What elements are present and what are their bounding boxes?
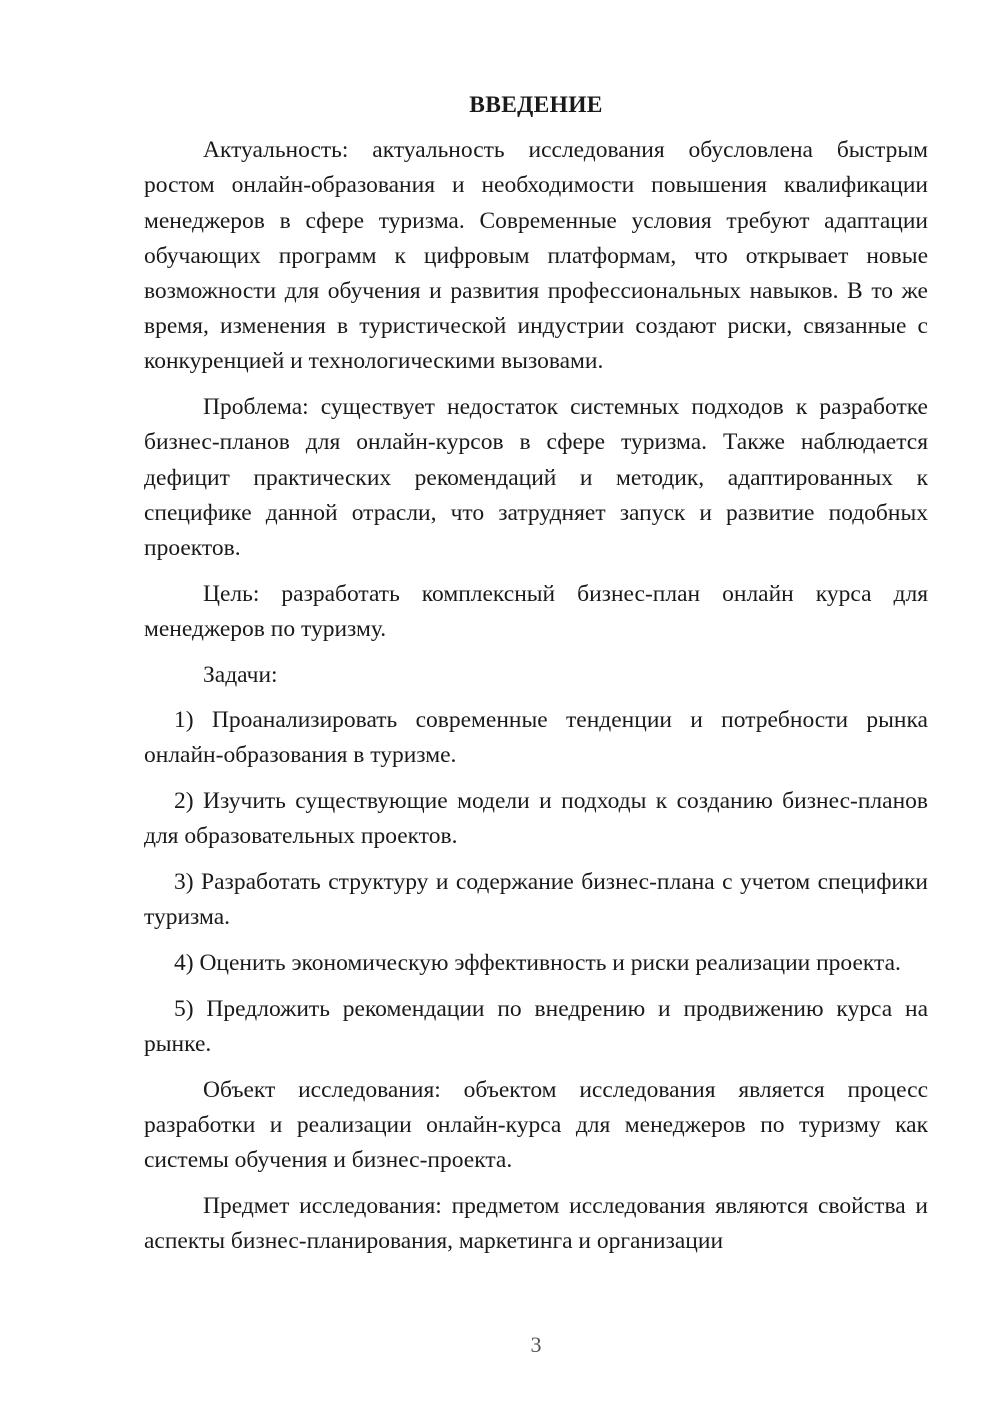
subject-paragraph: Предмет исследования: предметом исследования являются свойства и аспекты бизнес-планирования, маркетинга и организации	[144, 1192, 928, 1254]
document-page	[144, 88, 928, 1270]
task-item: 1) Проанализировать современные тенденции и потребности рынка онлайн-образования в туризме.	[144, 707, 928, 769]
task-item: 3) Разработать структуру и содержание бизнес-плана с учетом специфики туризма.	[144, 869, 928, 931]
object-paragraph: Объект исследования: объектом исследования является процесс разработки и реализации онлайн-курса для менеджеров по туризму как системы обучения и бизнес-проекта.	[144, 1076, 928, 1173]
task-item: 2) Изучить существующие модели и подходы к созданию бизнес-планов для образовательных проектов.	[144, 788, 928, 850]
page-title: ВВЕДЕНИЕ	[469, 92, 603, 118]
task-item: 4) Оценить экономическую эффективность и риски реализации проекта.	[174, 949, 901, 976]
problem-paragraph: Проблема: существует недостаток системных подходов к разработке бизнес-планов для онлайн-курсов в сфере туризма. Также наблюдается дефицит практических рекомендаций и методик, адаптированных к специфике данной отрасли, что затрудняет запуск и развитие подобных проектов.	[144, 394, 928, 561]
page-number: 3	[530, 1332, 542, 1357]
tasks-heading: Задачи:	[203, 661, 278, 688]
relevance-paragraph: Актуальность: актуальность исследования обусловлена быстрым ростом онлайн-образования и необходимости повышения квалификации менеджеров в сфере туризма. Современные условия требуют адаптации обучающих программ к цифровым платформам, что открывает новые возможности для обучения и развития профессиональных навыков. В то же время, изменения в туристической индустрии создают риски, связанные с конкуренцией и технологическими вызовами.	[144, 137, 928, 375]
goal-paragraph: Цель: разработать комплексный бизнес-план онлайн курса для менеджеров по туризму.	[144, 580, 928, 642]
task-item: 5) Предложить рекомендации по внедрению и продвижению курса на рынке.	[144, 995, 928, 1057]
